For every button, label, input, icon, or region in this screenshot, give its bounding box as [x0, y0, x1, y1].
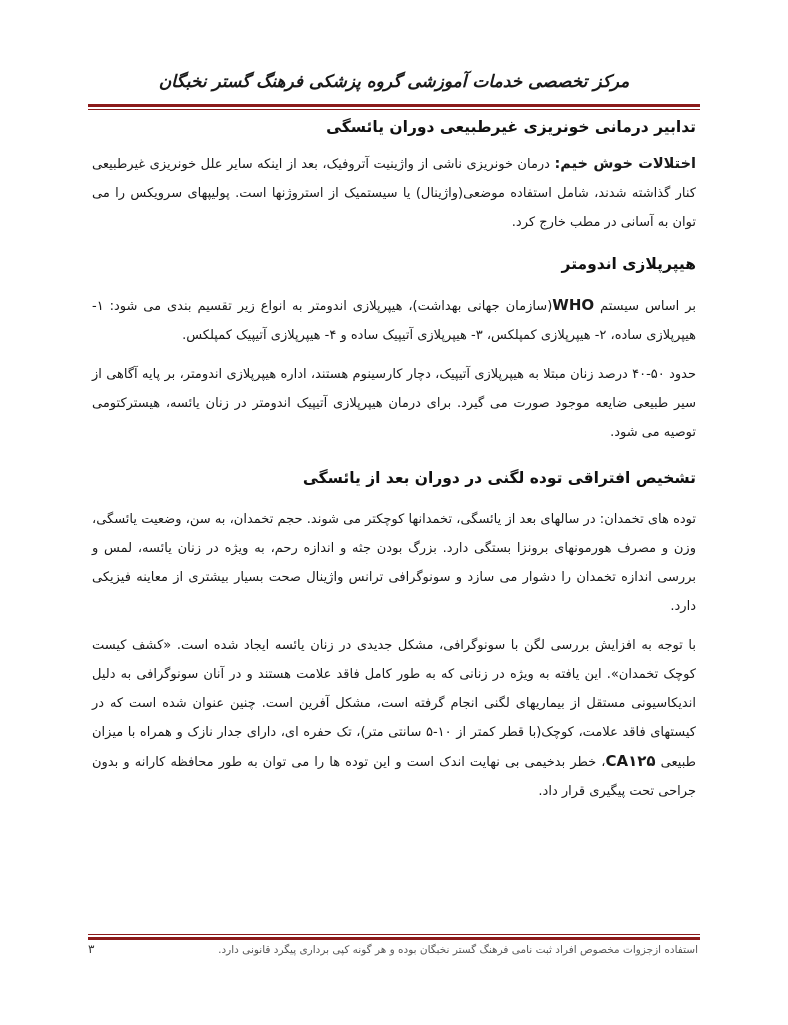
- ca125-marker: CA۱۲۵: [605, 752, 656, 770]
- paragraph-text: درمان خونریزی ناشی از واژینیت آتروفیک، بعد از اینکه سایر علل خونریزی غیرطبیعی کنار گذاشته شدند، شامل استفاده موضعی(واژینال) یا سیستمیک از استروژنها است. پولیپهای سرویکس را می توان به آسانی در مطب خارج کرد.: [92, 157, 696, 230]
- document-body: [92, 118, 696, 806]
- footer-rule-thick: [88, 937, 700, 940]
- section-heading-pelvic-mass-differential: تشخیص افتراقی توده لگنی در دوران بعد از یائسگی: [302, 469, 696, 487]
- paragraph-text: با توجه به افزایش بررسی لگن با سونوگرافی، مشکل جدیدی در زنان یائسه ایجاد شده است. «کشف کیست کوچک تخمدان». این یافته به ویژه در زنانی که به طور کامل فاقد علامت هستند و در آنان سونوگرافی به دلیل اندیکاسیونی مستقل از بیماریهای لگنی انجام گرفته است، مشکل آفرین است. چنین عنوان شده است که در کیستهای فاقد علامت، کوچک(با قطر کمتر از ۱۰-۵ سانتی متر)، تک حفره ای، دارای جدار نازک و همراه با میزان طبیعی: [92, 638, 696, 770]
- page-number: ۳: [88, 942, 95, 956]
- paragraph-text: ، خطر بدخیمی بی نهایت اندک است و این توده ها را می توان به طور محافظه کارانه و بدون جراحی تحت پیگیری قرار داد.: [92, 755, 696, 799]
- paragraph-benign-disorders: [92, 150, 696, 237]
- paragraph-who-classification: [92, 291, 696, 350]
- header-title: مرکز تخصصی خدمات آموزشی گروه پزشکی فرهنگ گستر نخبگان: [158, 72, 630, 92]
- paragraph-atypical-hyperplasia: حدود ۵۰-۴۰ درصد زنان مبتلا به هیپرپلازی آتیپیک، دچار کارسینوم هستند، اداره هیپرپلازی اندومتر، بر پایه آگاهی از سیر طبیعی ضایعه موجود صورت می گیرد. برای درمان هیپرپلازی آتیپیک اندومتر در زنان یائسه، هیسترکتومی توصیه می شود.: [92, 367, 696, 440]
- paragraph-small-ovarian-cyst: [92, 631, 696, 806]
- header-rule-thin: [88, 109, 700, 110]
- who-acronym: WHO: [552, 296, 595, 314]
- paragraph-ovarian-masses: توده های تخمدان: در سالهای بعد از یائسگی، تخمدانها کوچکتر می شوند. حجم تخمدان، به سن، وضعیت یائسگی، وزن و مصرف هورمونهای برونزا بستگی دارد. بزرگ بودن جثه و اندازه رحم، به ویژه در زنان یائسه، لمس و بررسی اندازه تخمدان را دشوار می سازد و سونوگرافی ترانس واژینال صحت بسیار بیشتری از معاینه فیزیکی دارد.: [92, 512, 696, 614]
- footer-copyright-notice: استفاده ازجزوات مخصوص افراد ثبت نامی فرهنگ گستر نخبگان بوده و هر گونه کپی برداری پیگرد قانونی دارد.: [218, 944, 698, 956]
- paragraph-text: (سازمان جهانی بهداشت)، هیپرپلازی اندومتر به انواع زیر تقسیم بندی می شود: ۱- هیپرپلازی ساده، ۲- هیپرپلازی کمپلکس، ۳- هیپرپلازی آتیپیک ساده و ۴- هیپرپلازی آتیپیک کمپلکس.: [92, 299, 696, 343]
- section-heading-abnormal-bleeding-treatment: تدابیر درمانی خونریزی غیرطبیعی دوران یائسگی: [326, 118, 696, 136]
- section-heading-endometrial-hyperplasia: هیپرپلازی اندومتر: [561, 255, 696, 273]
- paragraph-text: بر اساس سیستم: [594, 299, 696, 314]
- bold-term-benign-disorders: اختلالات خوش خیم:: [554, 156, 696, 172]
- header-rule-thick: [88, 104, 700, 107]
- footer-rule-thin: [88, 934, 700, 935]
